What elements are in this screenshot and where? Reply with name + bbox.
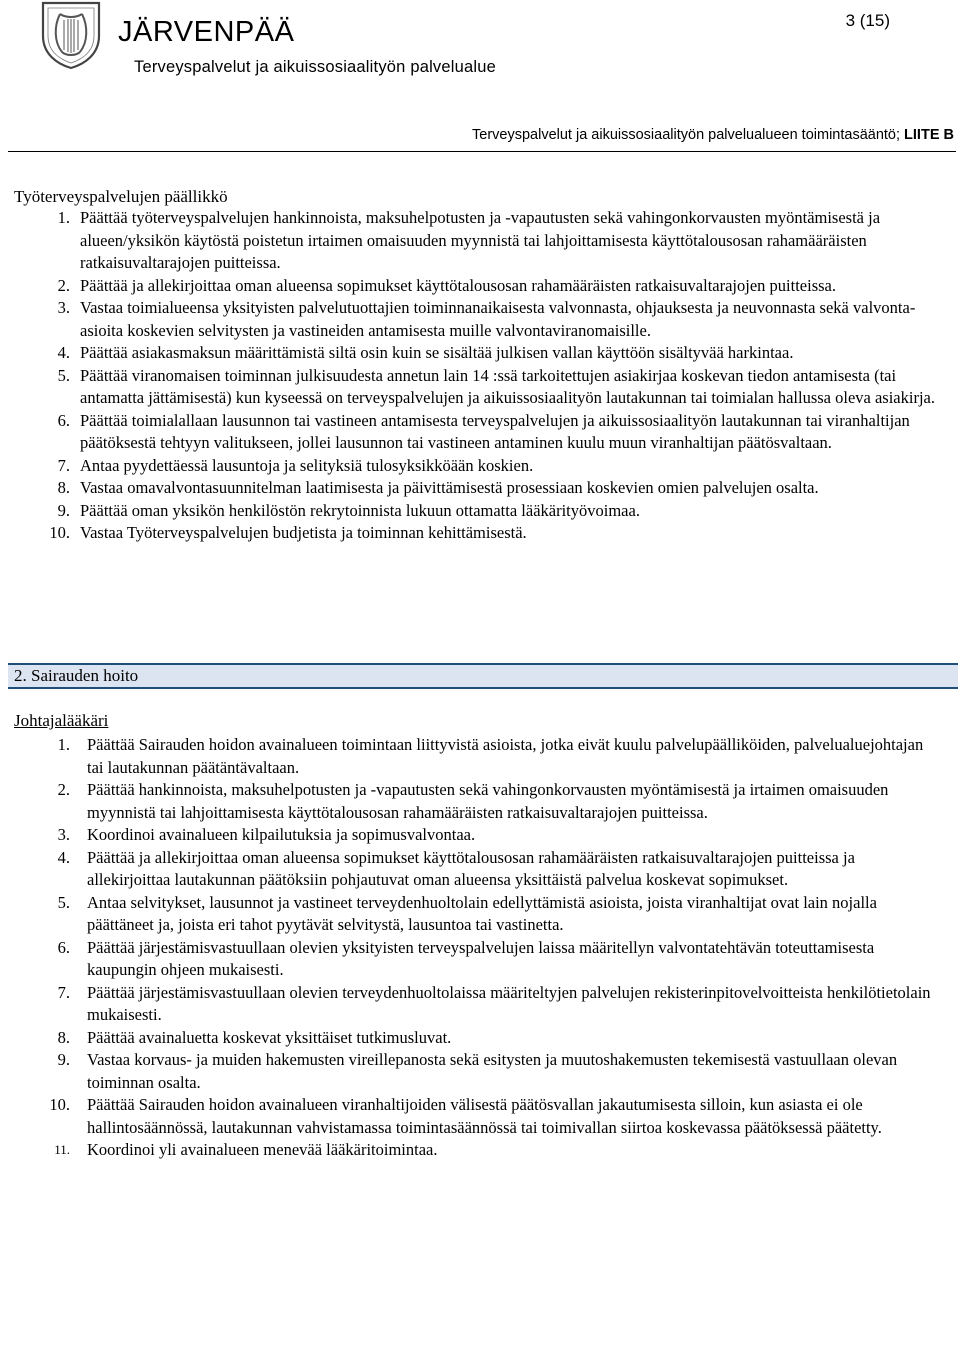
list-item-text: Päättää Sairauden hoidon avainalueen toimintaan liittyvistä asioista, jotka eivät kuulu palvelupäälliköiden, palvelualuejohtajan tai lautakunnan päätäntävaltaan.	[87, 735, 924, 777]
list-item	[48, 937, 940, 982]
list-item-text: Päättää Sairauden hoidon avainalueen viranhaltijoiden välisestä päätösvallan jakautumisesta silloin, kun asiasta ei ole hallintosäännössä, lautakunnan vahvistamassa toimintasäännössä tai toimivallan siirtoa koskevassa päätöksessä päätetty.	[87, 1095, 882, 1137]
list-item	[48, 892, 940, 937]
list-item-number: 7.	[57, 982, 70, 1002]
list-item	[40, 455, 940, 478]
list-item-number: 11.	[54, 1142, 70, 1157]
list-item	[40, 297, 940, 342]
list-item	[40, 500, 940, 523]
list-item	[48, 734, 940, 779]
city-coat-of-arms-logo	[38, 0, 104, 70]
list-item-text: Päättää oman yksikön henkilöstön rekrytoinnista lukuun ottamatta lääkärityövoimaa.	[80, 500, 640, 520]
list-item-number: 10.	[49, 1095, 70, 1114]
list-item-number: 6.	[57, 937, 70, 957]
list-item-number: 10.	[49, 523, 70, 542]
list-item	[40, 410, 940, 455]
list-item	[48, 824, 940, 847]
list-item-text: Päättää ja allekirjoittaa oman alueensa sopimukset käyttötalousosan rahamääräisten ratkaisuvaltarajojen puitteissa.	[80, 275, 836, 295]
list-item-text: Vastaa korvaus- ja muiden hakemusten vireillepanosta sekä esitysten ja muutoshakemusten tekemisestä vastuullaan olevan toiminnan osalta.	[87, 1050, 898, 1092]
list-item-text: Antaa pyydettäessä lausuntoja ja selityksiä tulosyksikköään koskien.	[80, 455, 534, 475]
list-item	[48, 847, 940, 892]
list-item-text: Vastaa toimialueensa yksityisten palvelutuottajien toiminnanaikaisesta valvonnasta, ohjauksesta ja neuvonnasta sekä valvonta-asioita koskevien selvitysten ja vastineiden antamisesta muille valvontaviranomaisille.	[80, 298, 916, 340]
section-heading-occupational-health: Työterveyspalvelujen päällikkö	[14, 187, 228, 206]
occupational-health-duties-list	[40, 207, 940, 545]
list-item-text: Antaa selvitykset, lausunnot ja vastineet terveydenhuoltolain edellyttämistä asioista, joista viranhaltijat ovat lain nojalla päättäneet ja, joista eri tahot pyytävät selvitystä, lausuntoa tai vastinetta.	[87, 892, 877, 934]
unit-subtitle: Terveyspalvelut ja aikuissosiaalityön palvelualue	[134, 58, 496, 76]
list-item-number: 2.	[57, 275, 70, 295]
list-item-number: 3.	[57, 298, 70, 317]
list-item	[48, 982, 940, 1027]
brand-name: JÄRVENPÄÄ	[118, 16, 295, 48]
list-item-number: 4.	[57, 343, 70, 362]
list-item-text: Päättää järjestämisvastuullaan olevien yksityisten terveyspalvelujen laissa määritellyn valvontatehtävän toteuttamisesta kaupungin ohjeen mukaisesti.	[87, 937, 875, 979]
list-item-text: Vastaa Työterveyspalvelujen budjetista ja toiminnan kehittämisestä.	[80, 523, 527, 542]
list-item-text: Koordinoi yli avainalueen menevää lääkäritoimintaa.	[87, 1140, 438, 1159]
header-divider	[8, 151, 956, 152]
list-item-text: Päättää ja allekirjoittaa oman alueensa sopimukset käyttötalousosan rahamääräisten ratkaisuvaltarajojen puitteissa ja allekirjoittaa lautakunnan päätöksiin pohjautuvat oman alueensa yksittäistä palvelua koskevat sopimukset.	[87, 847, 855, 889]
list-item-text: Päättää hankinnoista, maksuhelpotusten ja -vapautusten sekä vahingonkorvausten myöntämisestä ja irtaimen omaisuuden myynnistä tai lahjoittamisesta käyttötalousosan rahamääräisten ratkaisuvaltarajojen puitteissa.	[87, 780, 889, 822]
document-reference	[472, 127, 954, 143]
list-item-text: Päättää työterveyspalvelujen hankinnoista, maksuhelpotusten ja -vapautusten sekä vahingonkorvausten myöntämisestä ja alueen/yksikön käytöstä poistetun irtaimen omaisuuden myynnistä tai lahjoittamisesta käyttötalousosan rahamääräisten ratkaisuvaltarajojen puitteissa.	[80, 208, 881, 272]
list-item	[48, 1139, 940, 1162]
list-item	[48, 1049, 940, 1094]
list-item	[40, 342, 940, 365]
list-item-text: Vastaa omavalvontasuunnitelman laatimisesta ja päivittämisestä prosessiaan koskevien omien palvelujen osalta.	[80, 478, 819, 497]
list-item	[40, 365, 940, 410]
list-item-text: Koordinoi avainalueen kilpailutuksia ja sopimusvalvontaa.	[87, 825, 476, 844]
list-item	[40, 275, 940, 298]
list-item-number: 1.	[57, 208, 70, 227]
section-heading-chief-physician: Johtajalääkäri	[14, 711, 109, 730]
document-reference-text: Terveyspalvelut ja aikuissosiaalityön palvelualueen toimintasääntö;	[472, 127, 905, 143]
list-item	[40, 477, 940, 500]
list-item-number: 2.	[57, 780, 70, 799]
list-item-number: 8.	[57, 478, 70, 497]
list-item	[48, 1027, 940, 1050]
list-item-text: Päättää asiakasmaksun määrittämistä siltä osin kuin se sisältää julkisen vallan käyttöön sisältyvää harkintaa.	[80, 343, 794, 362]
list-item-number: 1.	[57, 735, 70, 754]
section-band-title: 2. Sairauden hoito	[14, 666, 139, 685]
list-item-number: 4.	[57, 847, 70, 867]
list-item-number: 9.	[57, 1050, 70, 1069]
list-item-text: Päättää järjestämisvastuullaan olevien terveydenhuoltolaissa määriteltyjen palvelujen rekisterinpitovelvoitteista henkilötietolain mukaisesti.	[87, 982, 931, 1024]
list-item-number: 5.	[57, 892, 70, 912]
list-item-number: 9.	[57, 500, 70, 520]
list-item	[40, 522, 940, 545]
list-item	[40, 207, 940, 275]
list-item-number: 6.	[57, 410, 70, 430]
list-item-number: 3.	[57, 825, 70, 844]
list-item-number: 8.	[57, 1027, 70, 1047]
list-item-text: Päättää avainaluetta koskevat yksittäiset tutkimusluvat.	[87, 1027, 452, 1047]
list-item	[48, 1094, 940, 1139]
list-item-number: 7.	[57, 455, 70, 475]
list-item	[48, 779, 940, 824]
chief-physician-duties-list	[48, 734, 940, 1162]
page-number: 3 (15)	[845, 11, 890, 30]
list-item-text: Päättää viranomaisen toiminnan julkisuudesta annetun lain 14 :ssä tarkoitettujen asiakirjaa koskevan tiedon antamisesta (tai antamatta jättämisestä) kun kyseessä on terveyspalvelujen ja aikuissosiaalityön lautakunnan tai toimialan hallussa oleva asiakirja.	[80, 365, 935, 407]
section-band	[8, 663, 958, 689]
list-item-text: Päättää toimialallaan lausunnon tai vastineen antamisesta terveyspalvelujen ja aikuissosiaalityön lautakunnan tai viranhaltijan päätöksestä tehtyyn valitukseen, jollei lausunnon tai vastineen antaminen kuulu muun viranhaltijan päätösvaltaan.	[80, 410, 910, 452]
appendix-label: LIITE B	[904, 127, 954, 143]
list-item-number: 5.	[57, 365, 70, 385]
